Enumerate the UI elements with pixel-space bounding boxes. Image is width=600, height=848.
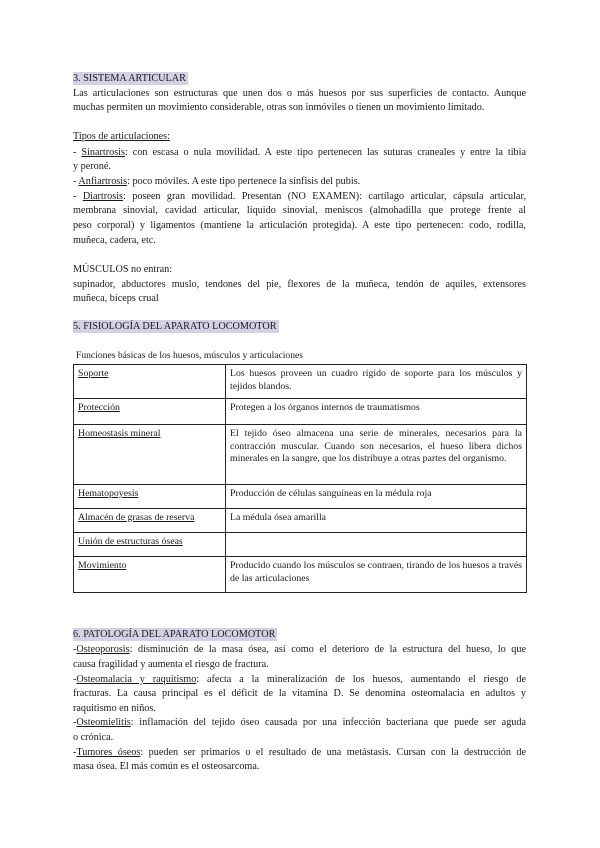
tumores-line-2: masa ósea. El más común es el osteosarcoma. [73, 761, 260, 772]
muscles-line-2: muñeca, bíceps crual [73, 293, 159, 304]
osteomielitis-term: Osteomielitis [76, 717, 131, 728]
table-cell-term: Movimiento [74, 557, 226, 593]
osteomalacia-term: Osteomalacia y raquitismo [76, 674, 197, 685]
table-row [74, 485, 527, 509]
osteoporosis-term: Osteoporosis [76, 644, 130, 655]
table-row [74, 509, 527, 533]
table-row [74, 399, 527, 425]
table-cell-desc: Los huesos proveen un cuadro rígido de soporte para los músculos y tejidos blandos. [226, 365, 527, 399]
table-row [74, 533, 527, 557]
table-cell-term: Soporte [74, 365, 226, 399]
table-caption: Funciones básicas de los huesos, músculos y articulaciones [76, 350, 304, 361]
osteomielitis-line-2: o crónica. [73, 732, 114, 743]
osteomielitis-line-1: -Osteomielitis: inflamación del tejido óseo causada por una infección bacteriana que puede ser aguda [73, 717, 526, 728]
table-row [74, 557, 527, 593]
diartrosis-line-2: membrana sinovial, cavidad articular, líquido sinovial, meniscos (almohadilla que protege frente al [73, 205, 526, 216]
table-cell-term: Unión de estructuras óseas [74, 533, 226, 557]
table-cell-desc: La médula ósea amarilla [226, 509, 527, 533]
osteoporosis-line-2: causa fragilidad y aumenta el riesgo de fractura. [73, 659, 269, 670]
osteomalacia-line-3: raquitismo en niños. [73, 703, 156, 714]
table-cell-desc: Producción de células sanguíneas en la médula roja [226, 485, 527, 509]
section-3-intro-line-1: Las articulaciones son estructuras que unen dos o más huesos por sus superficies de contacto. Aunque [73, 88, 526, 99]
tumores-term: Tumores óseos [76, 747, 141, 758]
osteomalacia-line-1: -Osteomalacia y raquitismo: afecta a la mineralización de los huesos, aumentando el riesgo de [73, 674, 527, 685]
diartrosis-term: Diartrosis [82, 191, 123, 202]
table-row [74, 365, 527, 399]
table-cell-term: Homeostasis mineral [74, 425, 226, 485]
osteoporosis-line-1: -Osteoporosis: disminución de la masa ósea, así como el deterioro de la estructura del hueso, lo que [73, 644, 526, 655]
muscles-line-1: supinador, abductores muslo, tendones del pie, flexores de la muñeca, tendón de aquiles, extensores [73, 279, 526, 290]
section-6-heading: 6. PATOLOGÍA DEL APARATO LOCOMOTOR [73, 629, 276, 640]
table-cell-term: Hematopoyesis [74, 485, 226, 509]
table-cell-term: Protección [74, 399, 226, 425]
table-cell-desc: Protegen a los órganos internos de traumatismos [226, 399, 527, 425]
table-cell-desc: Producido cuando los músculos se contraen, tirando de los huesos a través de las articulaciones [226, 557, 527, 593]
joint-types-title: Tipos de articulaciones: [73, 131, 170, 142]
section-3-intro-line-2: muchas permiten un movimiento considerable, otras son inmóviles o tienen un movimiento limitado. [73, 102, 485, 113]
diartrosis-line-1: - Diartrosis: poseen gran movilidad. Presentan (NO EXAMEN): cartílago articular, cápsula articular, [73, 191, 526, 202]
diartrosis-line-4: muñeca, cadera, etc. [73, 235, 156, 246]
table-cell-desc [226, 533, 527, 557]
functions-table [73, 364, 527, 593]
section-3-heading: 3. SISTEMA ARTICULAR [73, 73, 186, 84]
diartrosis-line-3: peso corporal) y ligamentos (mantiene la articulación protegida). A este tipo pertenecen: codo, rodilla, [73, 220, 526, 231]
sinartrosis-line-1: - Sinartrosis: con escasa o nula movilidad. A este tipo pertenecen las suturas craneales y entre la tibia [73, 147, 526, 158]
sinartrosis-line-2: y peroné. [73, 161, 111, 172]
anfiartrosis-line-1: - Anfiartrosis: poco móviles. A este tipo pertenece la sínfisis del pubis. [73, 176, 361, 187]
section-5-heading: 5. FISIOLOGÍA DEL APARATO LOCOMOTOR [73, 321, 277, 332]
table-row [74, 425, 527, 485]
anfiartrosis-term: Anfiartrosis [78, 176, 128, 187]
table-cell-term: Almacén de grasas de reserva [74, 509, 226, 533]
osteomalacia-line-2: fracturas. La causa principal es el déficit de la vitamina D. Se denomina osteomalacia en adultos y [73, 688, 526, 699]
tumores-line-1: -Tumores óseos: pueden ser primarios o el resultado de una metástasis. Cursan con la destrucción de [73, 747, 526, 758]
muscles-title: MÚSCULOS no entran: [73, 264, 173, 275]
table-cell-desc: El tejido óseo almacena una serie de minerales, necesarios para la contracción muscular. Cuando son necesarios, el hueso libera dichos minerales en la sangre, que los distribuye a otras partes del organismo. [226, 425, 527, 485]
sinartrosis-term: Sinartrosis [81, 147, 125, 158]
